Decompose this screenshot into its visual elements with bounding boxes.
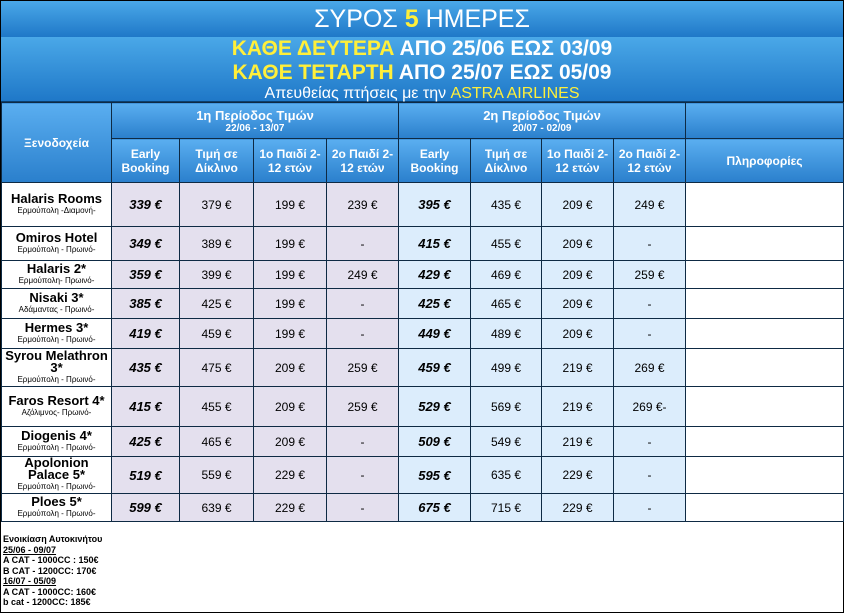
table-row [2,494,844,522]
child2-price: - [327,494,399,522]
info-cell [686,457,844,494]
early-booking-price: 385 € [112,289,180,319]
page-title-prefix: ΣΥΡΟΣ [314,5,405,33]
hotel-location: Ερμούπολη -Διαμονή- [17,205,96,215]
child2-price: 259 € [614,261,686,289]
child2-price: - [327,457,399,494]
child1-price: 219 € [542,427,614,457]
double-room-price: 435 € [471,183,542,227]
hotel-name: Diogenis 4* [21,427,92,443]
header-p2-child1: 1ο Παιδί 2-12 ετών [542,139,614,183]
child1-price: 229 € [542,457,614,494]
early-booking-price: 435 € [112,349,180,387]
subtitle-line-1-dates: ΑΠΟ 25/06 ΕΩΣ 03/09 [394,37,613,60]
hotel-location: Ερμούπολη - Πρωινό- [17,482,96,491]
price-table [1,102,844,522]
child2-price: 259 € [327,349,399,387]
early-booking-price: 599 € [112,494,180,522]
hotel-location: Αδάμαντας - Πρωινό- [18,304,95,314]
car-rental-heading: Ενοικίαση Αυτοκινήτου [3,534,103,544]
early-booking-price: 509 € [399,427,471,457]
car-rental-period-2 [3,576,102,587]
header-info: Πληροφορίες [686,139,844,183]
early-booking-price: 519 € [112,457,180,494]
hotel-name: Halaris Rooms [10,190,103,206]
car-rental-p2-a: A CAT - 1000CC: 160€ [3,586,97,597]
hotel-cell [2,349,112,387]
car-rental-period-2-dates: 16/07 - 05/09 [3,576,57,586]
info-cell [686,494,844,522]
early-booking-price: 339 € [112,183,180,227]
hotel-location: Ερμούπολη - Πρωινό- [17,508,96,518]
child1-price: 209 € [542,319,614,349]
child1-price: 209 € [254,387,327,427]
child2-price: - [614,427,686,457]
table-row [2,319,844,349]
early-booking-price: 529 € [399,387,471,427]
child1-price: 229 € [542,494,614,522]
hotel-name: Omiros Hotel [15,229,98,245]
early-booking-price: 415 € [112,387,180,427]
early-booking-price: 349 € [112,227,180,261]
subtitle-line-2 [1,61,843,85]
table-row [2,427,844,457]
child2-price: - [327,319,399,349]
hotel-cell [2,494,112,522]
car-rental-p1-b: B CAT - 1200CC: 170€ [3,565,97,576]
table-row [2,457,844,494]
child1-price: 199 € [254,227,327,261]
double-room-price: 459 € [180,319,254,349]
hotel-location: Ερμούπολη- Πρωινό- [18,275,95,285]
child2-price: 259 € [327,387,399,427]
child1-price: 209 € [542,261,614,289]
subtitle-line-3 [1,85,843,103]
header-period-2 [399,103,686,139]
table-row [2,227,844,261]
hotel-cell [2,261,112,289]
hotel-location: Ερμούπολη - Πρωινό- [17,374,96,384]
child2-price: - [614,227,686,261]
child2-price: - [614,289,686,319]
early-booking-price: 429 € [399,261,471,289]
child1-price: 229 € [254,457,327,494]
header-period-2-dates: 20/07 - 02/09 [512,122,572,134]
header-period-1 [112,103,399,139]
subtitle-band [1,37,843,102]
table-row [2,387,844,427]
early-booking-price: 419 € [112,319,180,349]
double-room-price: 715 € [471,494,542,522]
table-row [2,261,844,289]
child2-price: 269 € [614,349,686,387]
child1-price: 209 € [542,289,614,319]
child2-price: 249 € [327,261,399,289]
double-room-price: 389 € [180,227,254,261]
hotel-name: Faros Resort 4* [8,392,105,408]
child1-price: 209 € [542,227,614,261]
hotel-cell [2,387,112,427]
car-rental-period-1 [3,545,102,556]
car-rental-p1-a: A CAT - 1000CC : 150€ [3,555,99,565]
header-period-1-dates: 22/06 - 13/07 [225,122,285,134]
info-cell [686,261,844,289]
hotel-cell [2,457,112,494]
title-band [1,1,843,38]
hotel-location: Ερμούπολη - Πρωινό- [17,442,96,452]
header-period-2-label: 2η Περίοδος Τιμών [483,107,601,123]
header-p2-early: Early Booking [399,139,471,183]
car-rental-period-1-dates: 25/06 - 09/07 [3,544,57,555]
child1-price: 229 € [254,494,327,522]
double-room-price: 399 € [180,261,254,289]
table-row [2,183,844,227]
car-rental-notes [3,534,102,608]
early-booking-price: 459 € [399,349,471,387]
hotel-location: Αζόλιμνος- Πρωινό- [21,407,92,417]
subtitle-line-1 [1,37,843,61]
double-room-price: 455 € [180,387,254,427]
double-room-price: 569 € [471,387,542,427]
double-room-price: 475 € [180,349,254,387]
hotel-name: Apolonion Palace 5* [24,456,89,482]
hotel-name: Nisaki 3* [29,289,84,305]
double-room-price: 559 € [180,457,254,494]
header-p2-child2: 2ο Παιδί 2-12 ετών [614,139,686,183]
hotel-cell [2,427,112,457]
hotel-name: Halaris 2* [26,260,87,276]
subtitle-line-2-dates: ΑΠΟ 25/07 ΕΩΣ 05/09 [393,61,612,84]
header-p1-early: Early Booking [112,139,180,183]
table-row [2,289,844,319]
info-cell [686,387,844,427]
early-booking-price: 359 € [112,261,180,289]
child1-price: 219 € [542,387,614,427]
hotel-cell [2,319,112,349]
child1-price: 199 € [254,261,327,289]
child2-price: 269 €- [614,387,686,427]
child1-price: 199 € [254,289,327,319]
child1-price: 199 € [254,183,327,227]
child2-price: - [614,319,686,349]
child2-price: 249 € [614,183,686,227]
early-booking-price: 675 € [399,494,471,522]
early-booking-price: 425 € [112,427,180,457]
info-cell [686,349,844,387]
hotel-location: Ερμούπολη - Πρωινό- [17,244,96,254]
early-booking-price: 595 € [399,457,471,494]
info-cell [686,319,844,349]
child2-price: - [327,289,399,319]
early-booking-price: 449 € [399,319,471,349]
double-room-price: 499 € [471,349,542,387]
double-room-price: 455 € [471,227,542,261]
double-room-price: 465 € [471,289,542,319]
hotel-cell [2,183,112,227]
page-title-suffix: ΗΜΕΡΕΣ [418,5,530,33]
subtitle-line-2-day: ΚΑΘΕ ΤΕΤΑΡΤΗ [232,61,394,84]
child1-price: 209 € [542,183,614,227]
child2-price: - [327,227,399,261]
double-room-price: 379 € [180,183,254,227]
info-cell [686,183,844,227]
hotel-location: Ερμούπολη - Πρωινό- [17,334,96,344]
early-booking-price: 415 € [399,227,471,261]
header-p1-child1: 1ο Παιδί 2-12 ετών [254,139,327,183]
child2-price: - [614,494,686,522]
header-p1-double: Τιμή σε Δίκλινο [180,139,254,183]
header-period-1-label: 1η Περίοδος Τιμών [196,107,314,123]
info-cell [686,289,844,319]
child2-price: - [327,427,399,457]
child2-price: - [614,457,686,494]
child1-price: 209 € [254,349,327,387]
header-p2-double: Τιμή σε Δίκλινο [471,139,542,183]
header-hotels: Ξενοδοχεία [2,103,112,183]
car-rental-p2-b: b cat - 1200CC: 185€ [3,597,91,607]
hotel-cell [2,227,112,261]
page-title-days: 5 [404,5,419,33]
table-row [2,349,844,387]
subtitle-line-1-day: ΚΑΘΕ ΔΕΥΤΕΡΑ [231,37,395,60]
child1-price: 219 € [542,349,614,387]
double-room-price: 549 € [471,427,542,457]
info-cell [686,227,844,261]
double-room-price: 489 € [471,319,542,349]
child1-price: 209 € [254,427,327,457]
child2-price: 239 € [327,183,399,227]
header-info-top [686,103,844,139]
double-room-price: 635 € [471,457,542,494]
header-p1-child2: 2ο Παιδί 2-12 ετών [327,139,399,183]
early-booking-price: 395 € [399,183,471,227]
info-cell [686,427,844,457]
double-room-price: 469 € [471,261,542,289]
airline-name: ASTRA AIRLINES [450,85,580,102]
double-room-price: 465 € [180,427,254,457]
child1-price: 199 € [254,319,327,349]
hotel-cell [2,289,112,319]
hotel-name: Syrou Melathron 3* [5,348,108,375]
double-room-price: 425 € [180,289,254,319]
early-booking-price: 425 € [399,289,471,319]
price-table-body [2,183,844,522]
double-room-price: 639 € [180,494,254,522]
hotel-name: Ploes 5* [31,493,82,509]
hotel-name: Hermes 3* [24,319,89,335]
subtitle-line-3-text: Απευθείας πτήσεις με την [264,85,451,102]
